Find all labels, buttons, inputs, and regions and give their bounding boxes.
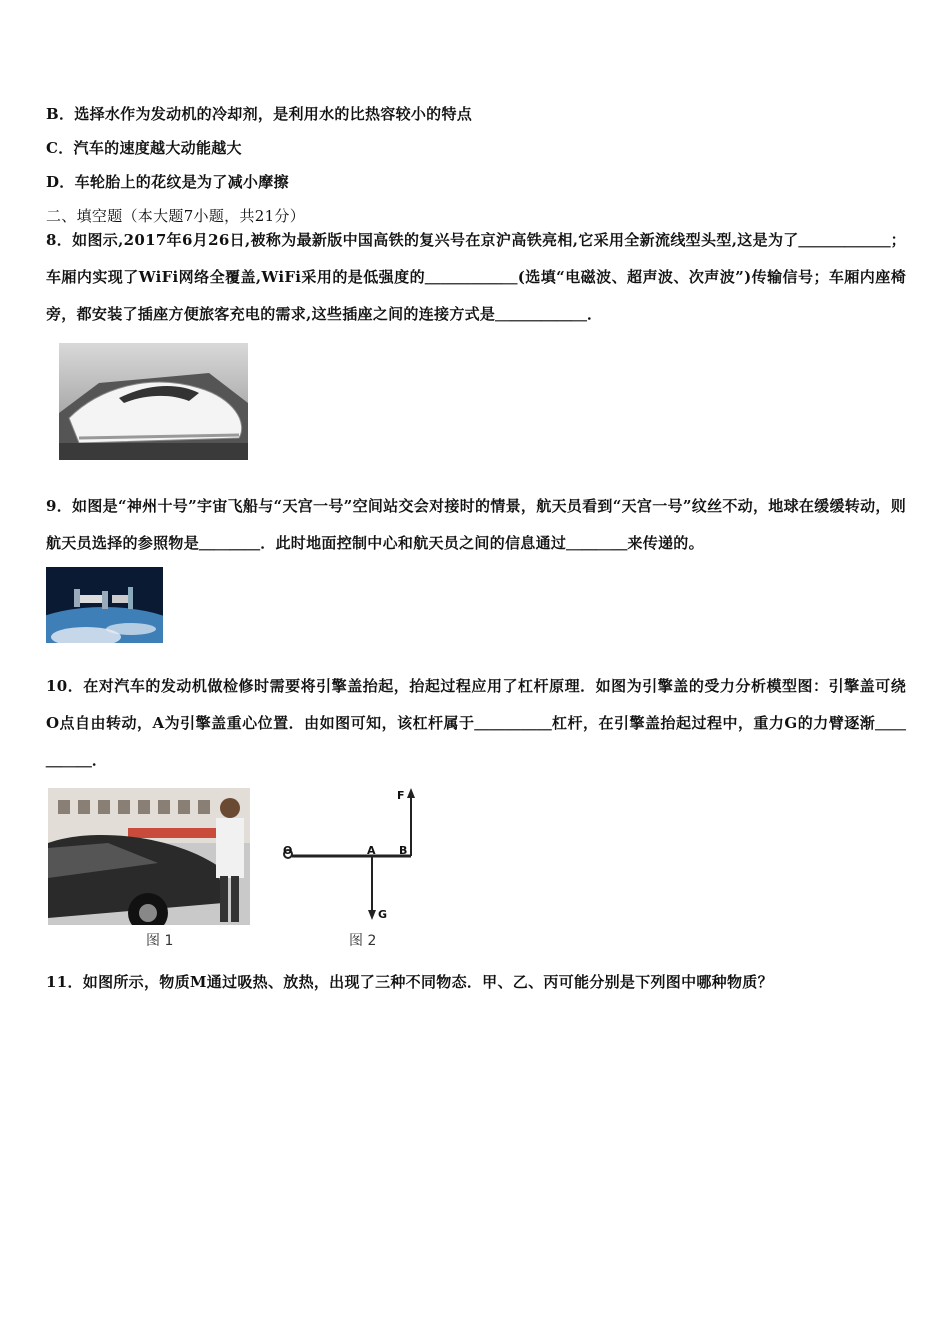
question-10-text: 10．在对汽车的发动机做检修时需要将引擎盖抬起，抬起过程应用了杠杆原理．如图为引擎盖的受力分析模型图：引擎盖可绕O点自由转动，A为引擎盖重心位置．由如图可知，该杠杆属于＿＿＿＿＿杠杆，在引擎盖抬起过程中，重力G的力臂逐渐＿＿＿＿＿． [46, 677, 906, 769]
option-c: C．汽车的速度越大动能越大 [46, 139, 242, 157]
point-b-label: B [399, 844, 408, 857]
point-a-label: A [367, 844, 376, 857]
question-8-text: 8．如图示,2017年6月26日,被称为最新版中国高铁的复兴号在京沪高铁亮相,它采用全新流线型头型,这是为了＿＿＿＿＿＿；车厢内实现了WiFi网络全覆盖,WiFi采用的是低强度的＿＿＿＿＿＿(选填“电磁波、超声波、次声波”)传输信号；车厢内座椅旁，都安装了插座方便旅客充电的需求,这些插座之间的连接方式是＿＿＿＿＿＿． [46, 231, 906, 323]
question-11-text: 11．如图所示，物质M通过吸热、放热，出现了三种不同物态．甲、乙、丙可能分别是下列图中哪种物质？ [46, 973, 773, 991]
pivot-o-label: O [283, 844, 293, 857]
force-f-label: F [397, 789, 405, 802]
question-9-text: 9．如图是“神州十号”宇宙飞船与“天宫一号”空间站交会对接时的情景，航天员看到“天宫一号”纹丝不动，地球在缓缓转动，则航天员选择的参照物是＿＿＿＿．此时地面控制中心和航天员之间的信息通过＿＿＿＿来传递的。 [46, 497, 906, 552]
spacecraft-docking-image [46, 567, 163, 643]
option-d: D．车轮胎上的花纹是为了减小摩擦 [46, 173, 289, 191]
gravity-g-label: G [378, 908, 388, 921]
section-title: 二、填空题（本大题7小题，共21分） [46, 207, 306, 225]
figure-1-caption: 图 1 [146, 933, 174, 949]
option-b: B．选择水作为发动机的冷却剂，是利用水的比热容较小的特点 [46, 105, 473, 123]
figure-2-caption: 图 2 [349, 933, 377, 949]
high-speed-train-image [59, 343, 248, 460]
car-hood-photo [48, 788, 250, 925]
